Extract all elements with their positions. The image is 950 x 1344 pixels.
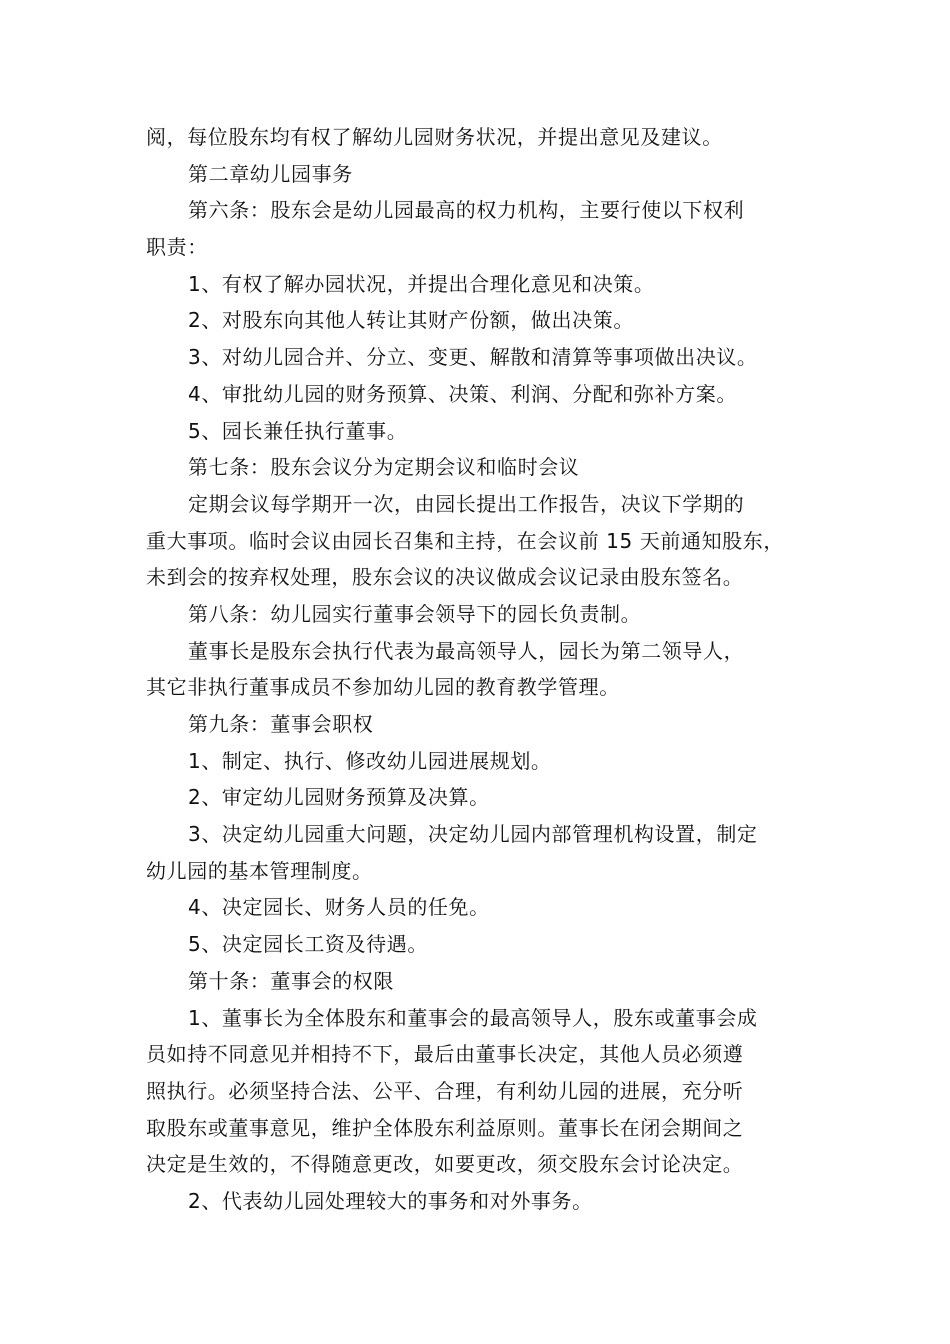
text-line: 重大事项。临时会议由园长召集和主持，在会议前 15 天前通知股东， <box>146 528 784 553</box>
text-line: 1、有权了解办园状况，并提出合理化意见和决策。 <box>188 271 655 296</box>
document-body <box>146 119 810 1220</box>
text-line: 4、决定园长、财务人员的任免。 <box>188 895 490 920</box>
text-line: 第九条：董事会职权 <box>188 712 374 736</box>
text-line: 照执行。必须坚持合法、公平、合理，有利幼儿园的进展，充分听 <box>146 1078 744 1103</box>
text-line: 1、董事长为全体股东和董事会的最高领导人，股东或董事会成 <box>188 1005 758 1030</box>
text-line: 3、决定幼儿园重大问题，决定幼儿园内部管理机构设置，制定 <box>188 822 758 847</box>
text-line: 5、决定园长工资及待遇。 <box>188 932 428 957</box>
text-line: 5、园长兼任执行董事。 <box>188 418 408 443</box>
text-line: 2、审定幼儿园财务预算及决算。 <box>188 785 490 810</box>
text-line: 董事长是股东会执行代表为最高领导人，园长为第二领导人， <box>188 638 745 663</box>
text-line: 3、对幼儿园合并、分立、变更、解散和清算等事项做出决议。 <box>188 345 758 370</box>
text-line: 阅，每位股东均有权了解幼儿园财务状况，并提出意见及建议。 <box>146 125 723 149</box>
text-line: 1、制定、执行、修改幼儿园进展规划。 <box>188 748 552 773</box>
text-line: 2、代表幼儿园处理较大的事务和对外事务。 <box>188 1188 593 1213</box>
text-line: 2、对股东向其他人转让其财产份额，做出决策。 <box>188 308 634 333</box>
text-line: 职责： <box>146 235 208 260</box>
text-line: 员如持不同意见并相持不下，最后由董事长决定，其他人员必须遵 <box>146 1042 744 1067</box>
text-line: 其它非执行董事成员不参加幼儿园的教育教学管理。 <box>146 675 620 700</box>
text-line: 幼儿园的基本管理制度。 <box>146 858 373 883</box>
text-line: 决定是生效的，不得随意更改，如要更改，须交股东会讨论决定。 <box>146 1152 744 1177</box>
text-line: 第八条：幼儿园实行董事会领导下的园长负责制。 <box>188 601 642 626</box>
text-line: 4、审批幼儿园的财务预算、决策、利润、分配和弥补方案。 <box>188 381 737 406</box>
text-line: 第七条：股东会议分为定期会议和临时会议 <box>188 455 580 480</box>
text-line: 定期会议每学期开一次，由园长提出工作报告，决议下学期的 <box>188 491 745 516</box>
text-line: 第十条：董事会的权限 <box>188 968 394 993</box>
text-line: 第六条：股东会是幼儿园最高的权力机构，主要行使以下权利 <box>188 198 745 223</box>
text-line: 未到会的按弃权处理，股东会议的决议做成会议记录由股东签名。 <box>146 565 744 590</box>
text-line: 第二章幼儿园事务 <box>188 161 353 186</box>
text-line: 取股东或董事意见，维护全体股东利益原则。董事长在闭会期间之 <box>146 1115 744 1140</box>
